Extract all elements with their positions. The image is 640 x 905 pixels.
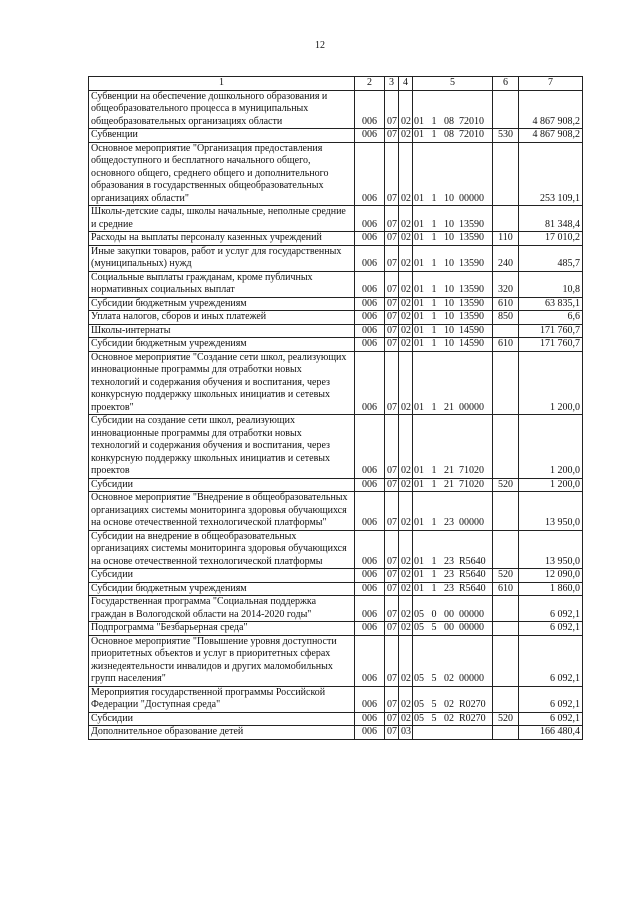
row-expense-type (493, 726, 519, 740)
row-name: Основное мероприятие "Внедрение в общеобразовательных организациях системы мониторинга здоровья обучающихся на основе отечественной технологической платформы" (89, 492, 355, 531)
column-header: 5 (413, 77, 493, 91)
row-amount: 171 760,7 (519, 338, 583, 352)
table-row (89, 297, 583, 311)
row-amount: 13 950,0 (519, 492, 583, 531)
row-target-article: 05 5 02 R0270 (413, 686, 493, 712)
table-row (89, 686, 583, 712)
row-subsection-code: 02 (399, 635, 413, 686)
row-section-code: 07 (385, 712, 399, 726)
table-row (89, 415, 583, 479)
row-expense-type (493, 351, 519, 415)
column-header: 4 (399, 77, 413, 91)
row-section-code: 07 (385, 415, 399, 479)
row-target-article: 01 1 23 R5640 (413, 569, 493, 583)
row-name: Основное мероприятие "Повышение уровня доступности приоритетных объектов и услуг в приоритетных сферах жизнедеятельности инвалидов и других маломобильных групп населения" (89, 635, 355, 686)
row-expense-type: 320 (493, 271, 519, 297)
row-target-article: 05 5 02 R0270 (413, 712, 493, 726)
row-section-code: 07 (385, 569, 399, 583)
row-expense-type (493, 90, 519, 129)
page-number: 12 (315, 40, 325, 51)
column-header: 2 (355, 77, 385, 91)
row-name: Социальные выплаты гражданам, кроме публичных нормативных социальных выплат (89, 271, 355, 297)
table-row (89, 245, 583, 271)
row-target-article: 01 1 10 13590 (413, 297, 493, 311)
row-subsection-code: 02 (399, 324, 413, 338)
table-row (89, 569, 583, 583)
row-subsection-code: 02 (399, 297, 413, 311)
row-subsection-code: 02 (399, 478, 413, 492)
row-amount: 485,7 (519, 245, 583, 271)
row-subsection-code: 02 (399, 492, 413, 531)
row-name: Субсидии (89, 569, 355, 583)
row-ministry-code: 006 (355, 297, 385, 311)
table-row (89, 129, 583, 143)
row-subsection-code: 02 (399, 596, 413, 622)
row-subsection-code: 02 (399, 569, 413, 583)
row-subsection-code: 02 (399, 712, 413, 726)
row-ministry-code: 006 (355, 338, 385, 352)
column-header: 3 (385, 77, 399, 91)
row-ministry-code: 006 (355, 271, 385, 297)
row-section-code: 07 (385, 582, 399, 596)
table-row (89, 324, 583, 338)
row-expense-type: 110 (493, 232, 519, 246)
row-name: Государственная программа "Социальная поддержка граждан в Вологодской области на 2014-2020 годы" (89, 596, 355, 622)
table-row (89, 478, 583, 492)
row-section-code: 07 (385, 635, 399, 686)
row-ministry-code: 006 (355, 142, 385, 206)
row-amount: 166 480,4 (519, 726, 583, 740)
row-subsection-code: 02 (399, 530, 413, 569)
row-expense-type: 610 (493, 338, 519, 352)
row-amount: 1 200,0 (519, 415, 583, 479)
table-row (89, 338, 583, 352)
row-target-article: 01 1 10 13590 (413, 206, 493, 232)
row-amount: 6,6 (519, 311, 583, 325)
row-amount: 6 092,1 (519, 635, 583, 686)
table-row (89, 492, 583, 531)
row-ministry-code: 006 (355, 478, 385, 492)
row-expense-type: 520 (493, 478, 519, 492)
row-target-article: 01 1 23 R5640 (413, 582, 493, 596)
row-section-code: 07 (385, 351, 399, 415)
row-target-article: 01 1 08 72010 (413, 129, 493, 143)
row-subsection-code: 02 (399, 206, 413, 232)
row-section-code: 07 (385, 232, 399, 246)
row-amount: 63 835,1 (519, 297, 583, 311)
row-amount: 6 092,1 (519, 712, 583, 726)
row-subsection-code: 02 (399, 271, 413, 297)
row-subsection-code: 02 (399, 338, 413, 352)
row-target-article: 01 1 10 13590 (413, 311, 493, 325)
table-row (89, 232, 583, 246)
row-name: Расходы на выплаты персоналу казенных учреждений (89, 232, 355, 246)
row-ministry-code: 006 (355, 582, 385, 596)
row-expense-type (493, 686, 519, 712)
table-row (89, 351, 583, 415)
row-ministry-code: 006 (355, 245, 385, 271)
row-amount: 10,8 (519, 271, 583, 297)
row-name: Мероприятия государственной программы Российской Федерации "Доступная среда" (89, 686, 355, 712)
row-ministry-code: 006 (355, 686, 385, 712)
row-expense-type: 610 (493, 582, 519, 596)
row-name: Субсидии (89, 478, 355, 492)
row-section-code: 07 (385, 530, 399, 569)
row-section-code: 07 (385, 596, 399, 622)
row-expense-type: 530 (493, 129, 519, 143)
row-expense-type: 240 (493, 245, 519, 271)
row-target-article: 01 1 10 14590 (413, 324, 493, 338)
row-amount: 6 092,1 (519, 596, 583, 622)
row-subsection-code: 02 (399, 245, 413, 271)
row-ministry-code: 006 (355, 232, 385, 246)
row-subsection-code: 02 (399, 232, 413, 246)
row-section-code: 07 (385, 245, 399, 271)
table-row (89, 712, 583, 726)
row-subsection-code: 03 (399, 726, 413, 740)
row-name: Иные закупки товаров, работ и услуг для государственных (муниципальных) нужд (89, 245, 355, 271)
row-section-code: 07 (385, 129, 399, 143)
row-expense-type: 520 (493, 712, 519, 726)
row-target-article: 05 5 02 00000 (413, 635, 493, 686)
row-target-article: 01 1 23 R5640 (413, 530, 493, 569)
row-section-code: 07 (385, 622, 399, 636)
budget-table (88, 76, 583, 740)
table-row (89, 530, 583, 569)
row-subsection-code: 02 (399, 622, 413, 636)
row-name: Субсидии на внедрение в общеобразовательных организациях системы мониторинга здоровья обучающихся на основе отечественной технологической платформы (89, 530, 355, 569)
row-target-article: 01 1 10 13590 (413, 245, 493, 271)
row-ministry-code: 006 (355, 311, 385, 325)
row-expense-type (493, 622, 519, 636)
row-ministry-code: 006 (355, 726, 385, 740)
column-header: 7 (519, 77, 583, 91)
row-ministry-code: 006 (355, 206, 385, 232)
row-subsection-code: 02 (399, 90, 413, 129)
row-section-code: 07 (385, 206, 399, 232)
row-target-article: 01 1 08 72010 (413, 90, 493, 129)
row-target-article: 01 1 10 13590 (413, 271, 493, 297)
row-amount: 6 092,1 (519, 686, 583, 712)
table-row (89, 726, 583, 740)
row-section-code: 07 (385, 492, 399, 531)
row-amount: 4 867 908,2 (519, 129, 583, 143)
row-name: Основное мероприятие "Организация предоставления общедоступного и бесплатного начального общего, основного общего, среднего общего и дополнительного образования в государственных общеобразовательных организациях области" (89, 142, 355, 206)
row-subsection-code: 02 (399, 311, 413, 325)
row-amount: 253 109,1 (519, 142, 583, 206)
row-name: Субсидии бюджетным учреждениям (89, 297, 355, 311)
table-row (89, 271, 583, 297)
row-amount: 6 092,1 (519, 622, 583, 636)
row-expense-type (493, 324, 519, 338)
row-subsection-code: 02 (399, 415, 413, 479)
row-target-article: 01 1 21 71020 (413, 415, 493, 479)
row-amount: 12 090,0 (519, 569, 583, 583)
row-ministry-code: 006 (355, 129, 385, 143)
row-amount: 1 860,0 (519, 582, 583, 596)
table-row (89, 596, 583, 622)
row-ministry-code: 006 (355, 351, 385, 415)
row-expense-type (493, 415, 519, 479)
row-amount: 171 760,7 (519, 324, 583, 338)
column-header: 1 (89, 77, 355, 91)
row-section-code: 07 (385, 726, 399, 740)
row-subsection-code: 02 (399, 582, 413, 596)
table-row (89, 582, 583, 596)
row-section-code: 07 (385, 686, 399, 712)
row-target-article: 01 1 10 13590 (413, 232, 493, 246)
row-section-code: 07 (385, 311, 399, 325)
row-expense-type: 520 (493, 569, 519, 583)
row-name: Субсидии на создание сети школ, реализующих инновационные программы для отработки новых технологий и содержания обучения и воспитания, через конкурсную поддержку школьных инициатив и сетевых проектов (89, 415, 355, 479)
row-section-code: 07 (385, 338, 399, 352)
row-expense-type (493, 142, 519, 206)
row-subsection-code: 02 (399, 686, 413, 712)
row-name: Субвенции на обеспечение дошкольного образования и общеобразовательного процесса в муниципальных общеобразовательных организациях области (89, 90, 355, 129)
row-target-article: 01 1 10 14590 (413, 338, 493, 352)
row-amount: 4 867 908,2 (519, 90, 583, 129)
table-row (89, 622, 583, 636)
row-expense-type (493, 492, 519, 531)
row-expense-type (493, 530, 519, 569)
row-name: Подпрограмма "Безбарьерная среда" (89, 622, 355, 636)
row-expense-type (493, 635, 519, 686)
row-ministry-code: 006 (355, 635, 385, 686)
row-ministry-code: 006 (355, 712, 385, 726)
table-row (89, 206, 583, 232)
row-section-code: 07 (385, 90, 399, 129)
row-target-article: 01 1 21 71020 (413, 478, 493, 492)
row-section-code: 07 (385, 271, 399, 297)
row-expense-type (493, 206, 519, 232)
row-amount: 13 950,0 (519, 530, 583, 569)
row-name: Субсидии бюджетным учреждениям (89, 582, 355, 596)
row-ministry-code: 006 (355, 569, 385, 583)
table-row (89, 142, 583, 206)
row-subsection-code: 02 (399, 129, 413, 143)
row-expense-type: 610 (493, 297, 519, 311)
table-row (89, 90, 583, 129)
row-ministry-code: 006 (355, 415, 385, 479)
row-name: Основное мероприятие "Создание сети школ, реализующих инновационные программы для отработки новых технологий и содержания обучения и воспитания, через конкурсную поддержку школьных инициатив и сетевых проектов" (89, 351, 355, 415)
row-target-article: 01 1 23 00000 (413, 492, 493, 531)
row-expense-type: 850 (493, 311, 519, 325)
column-header: 6 (493, 77, 519, 91)
row-name: Уплата налогов, сборов и иных платежей (89, 311, 355, 325)
row-amount: 1 200,0 (519, 351, 583, 415)
row-target-article (413, 726, 493, 740)
row-ministry-code: 006 (355, 596, 385, 622)
row-name: Дополнительное образование детей (89, 726, 355, 740)
row-name: Школы-интернаты (89, 324, 355, 338)
row-name: Субсидии бюджетным учреждениям (89, 338, 355, 352)
row-ministry-code: 006 (355, 492, 385, 531)
row-subsection-code: 02 (399, 142, 413, 206)
row-amount: 81 348,4 (519, 206, 583, 232)
row-amount: 17 010,2 (519, 232, 583, 246)
row-target-article: 01 1 10 00000 (413, 142, 493, 206)
row-ministry-code: 006 (355, 622, 385, 636)
row-ministry-code: 006 (355, 530, 385, 569)
row-ministry-code: 006 (355, 90, 385, 129)
row-subsection-code: 02 (399, 351, 413, 415)
row-expense-type (493, 596, 519, 622)
row-target-article: 01 1 21 00000 (413, 351, 493, 415)
table-row (89, 311, 583, 325)
row-name: Субвенции (89, 129, 355, 143)
row-target-article: 05 0 00 00000 (413, 596, 493, 622)
row-target-article: 05 5 00 00000 (413, 622, 493, 636)
row-amount: 1 200,0 (519, 478, 583, 492)
row-section-code: 07 (385, 478, 399, 492)
table-header-row (89, 77, 583, 91)
row-section-code: 07 (385, 324, 399, 338)
row-section-code: 07 (385, 297, 399, 311)
row-section-code: 07 (385, 142, 399, 206)
row-ministry-code: 006 (355, 324, 385, 338)
row-name: Школы-детские сады, школы начальные, неполные средние и средние (89, 206, 355, 232)
table-row (89, 635, 583, 686)
row-name: Субсидии (89, 712, 355, 726)
